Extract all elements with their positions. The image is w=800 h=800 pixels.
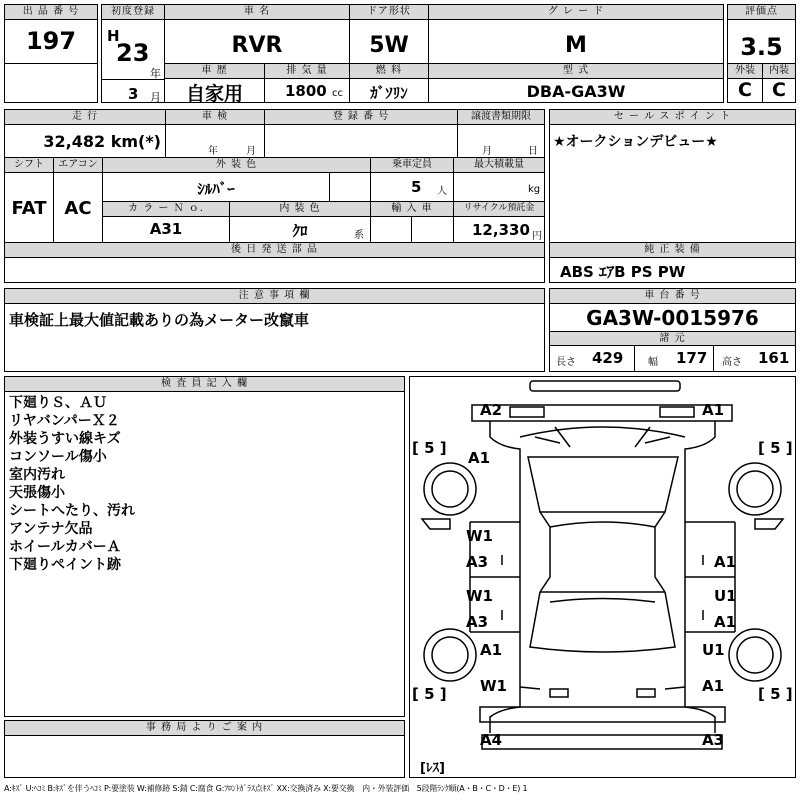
exterior-grade-box (727, 63, 763, 103)
recycle-fee-header: リサイクル預託金 (454, 202, 544, 217)
inspector-note-4: コンソール傷小 (9, 449, 107, 465)
mileage-header: 走 行 (5, 110, 165, 125)
length-label: 長さ (556, 357, 576, 368)
genuine-equipment-box (549, 242, 796, 283)
registration-year-unit: 年 (150, 67, 161, 80)
recycle-fee-box (453, 201, 545, 243)
inspector-note-8: アンテナ欠品 (9, 521, 93, 537)
inspector-note-7: シートへたり、汚れ (9, 503, 135, 519)
car-name-value: RVR (231, 33, 283, 58)
import-header: 輸 入 車 (371, 202, 453, 217)
inspection-box (165, 109, 265, 158)
mark-front-door-left-2: A3 (466, 553, 489, 571)
registration-year: 23 (116, 39, 150, 67)
exterior-grade-value: C (738, 79, 752, 101)
transfer-day-unit: 日 (528, 146, 538, 157)
car-diagram-box (409, 376, 796, 778)
color-no-value: A31 (149, 220, 183, 238)
mark-rear-left: A4 (480, 731, 503, 749)
caution-box (4, 288, 545, 372)
history-box (164, 63, 265, 103)
capacity-box (370, 157, 454, 202)
history-value: 自家用 (185, 83, 243, 105)
mark-rear-door-left-1: W1 (466, 587, 493, 605)
grade-header: グ レ ー ド (429, 5, 723, 20)
interior-color-value: ｸﾛ (292, 222, 308, 240)
shift-box (4, 157, 54, 243)
interior-grade-box (762, 63, 796, 103)
lot-number-header: 出 品 番 号 (5, 5, 97, 20)
registration-number-header: 登 録 番 号 (265, 110, 457, 125)
fuel-value: ｶﾞｿﾘﾝ (370, 84, 408, 102)
spare-tire-mark: [ﾚｽ] (420, 761, 445, 776)
grade-value: M (565, 33, 587, 58)
dimensions-header: 諸 元 (550, 331, 795, 346)
later-parts-box (4, 242, 545, 283)
capacity-unit: 人 (437, 186, 447, 197)
fuel-box (349, 63, 429, 103)
inspector-note-1: 下廻りＳ、ＡＵ (9, 395, 107, 411)
mark-rear-door-right-1: U1 (714, 587, 737, 605)
displacement-header: 排 気 量 (265, 64, 349, 79)
lot-number-box (4, 4, 98, 64)
tire-rear-left: [ 5 ] (412, 685, 447, 703)
rating-box (727, 4, 796, 64)
exterior-color-value: ｼﾙﾊﾞｰ (197, 180, 235, 198)
interior-color-unit: 系 (354, 230, 364, 241)
exterior-grade-header: 外装 (728, 64, 762, 79)
registration-month-unit: 月 (150, 91, 161, 104)
office-notes-box (4, 720, 405, 778)
length-value: 429 (592, 349, 624, 367)
mark-rear-door-left-2: A3 (466, 613, 489, 631)
capacity-header: 乗車定員 (371, 158, 453, 173)
lot-number-value: 197 (25, 27, 77, 55)
mark-rear-door-right-2: A1 (714, 613, 737, 631)
mark-front-left: A2 (480, 401, 503, 419)
history-header: 車 歴 (165, 64, 264, 79)
mark-rear-fender-right: U1 (702, 641, 725, 659)
interior-grade-header: 内装 (763, 64, 795, 79)
chassis-box (549, 288, 796, 372)
inspector-note-10: 下廻りペイント跡 (9, 557, 121, 573)
inspector-note-9: ホイールカバーＡ (9, 539, 121, 555)
tire-front-right: [ 5 ] (758, 439, 793, 457)
aircon-box (53, 157, 103, 243)
rating-value: 3.5 (740, 33, 783, 61)
car-name-box (164, 4, 350, 64)
height-label: 高さ (722, 357, 742, 368)
chassis-header: 車 台 番 号 (550, 289, 795, 304)
width-value: 177 (676, 349, 708, 367)
max-load-box (453, 157, 545, 202)
lot-number-lower (4, 63, 98, 103)
exterior-color-box (102, 157, 371, 202)
door-type-header: ドア形状 (350, 5, 428, 20)
model-code-header: 型 式 (429, 64, 723, 79)
car-diagram (410, 377, 795, 777)
sales-point-text: ★オークションデビュー★ (553, 134, 718, 150)
registration-month: 3 (128, 85, 139, 103)
mark-front-door-left-1: W1 (466, 527, 493, 545)
fuel-header: 燃 料 (350, 64, 428, 79)
aircon-value: AC (64, 198, 92, 219)
height-value: 161 (758, 349, 790, 367)
rating-header: 評価点 (728, 5, 795, 20)
aircon-header: エアコン (54, 158, 102, 173)
mark-rear-quarter-right: A1 (702, 677, 725, 695)
first-registration-box (101, 4, 165, 103)
inspector-notes-header: 検 査 員 記 入 欄 (5, 377, 404, 392)
later-parts-header: 後 日 発 送 部 品 (5, 243, 544, 258)
tire-rear-right: [ 5 ] (758, 685, 793, 703)
mileage-box (4, 109, 166, 158)
interior-grade-value: C (772, 79, 786, 101)
color-no-box (102, 201, 230, 243)
model-code-value: DBA-GA3W (526, 82, 626, 101)
mark-front-door-right: A1 (714, 553, 737, 571)
max-load-unit: kg (528, 184, 541, 195)
mark-front-right: A1 (702, 401, 725, 419)
inspector-note-6: 天張傷小 (9, 485, 65, 501)
office-notes-header: 事 務 局 よ り ご 案 内 (5, 721, 404, 736)
import-box (370, 201, 454, 243)
exterior-color-header: 外 装 色 (103, 158, 370, 173)
genuine-equipment-header: 純 正 装 備 (550, 243, 795, 258)
inspector-note-2: リヤバンパーＸ２ (9, 413, 120, 429)
recycle-fee-value: 12,330 (472, 221, 530, 239)
registration-number-box (264, 109, 458, 158)
registration-era: H (107, 27, 120, 45)
grade-box (428, 4, 724, 64)
mark-hood-left: A1 (468, 449, 491, 467)
displacement-box (264, 63, 350, 103)
inspection-header: 車 検 (166, 110, 264, 125)
mileage-value: 32,482 km(*) (43, 132, 161, 151)
sales-point-header: セ ー ル ス ポ イ ン ト (550, 110, 795, 125)
recycle-fee-unit: 円 (532, 231, 542, 242)
sales-point-box (549, 109, 796, 243)
caution-text: 車検証上最大値記載ありの為メーター改竄車 (9, 311, 310, 329)
interior-color-header: 内 装 色 (230, 202, 370, 217)
interior-color-box (229, 201, 371, 243)
inspector-notes-box (4, 376, 405, 717)
inspector-note-3: 外装うすい線キズ (9, 431, 121, 447)
chassis-number-value: GA3W-0015976 (586, 306, 759, 330)
transfer-deadline-box (457, 109, 545, 158)
shift-header: シフト (5, 158, 53, 173)
inspector-note-5: 室内汚れ (9, 467, 65, 483)
max-load-header: 最大積載量 (454, 158, 544, 173)
transfer-deadline-header: 譲渡書類期限 (458, 110, 544, 125)
mark-rear-quarter-left: W1 (480, 677, 507, 695)
width-label: 幅 (648, 357, 658, 368)
displacement-value: 1800 (285, 82, 327, 100)
door-type-value: 5W (369, 33, 409, 58)
genuine-equipment-value: ABS ｴｱB PS PW (560, 263, 686, 281)
inspection-year-unit: 年 (208, 146, 218, 157)
door-type-box (349, 4, 429, 64)
transfer-month-unit: 月 (482, 146, 492, 157)
inspection-month-unit: 月 (246, 146, 256, 157)
car-name-header: 車 名 (165, 5, 349, 20)
color-no-header: カ ラ ー Ｎ ｏ. (103, 202, 229, 217)
capacity-value: 5 (411, 178, 422, 196)
caution-header: 注 意 事 項 欄 (5, 289, 544, 304)
shift-value: FAT (11, 198, 47, 219)
mark-rear-fender-left: A1 (480, 641, 503, 659)
mark-rear-right: A3 (702, 731, 725, 749)
first-registration-header: 初度登録 (102, 5, 164, 20)
displacement-unit: cc (332, 88, 343, 99)
model-code-box (428, 63, 724, 103)
tire-front-left: [ 5 ] (412, 439, 447, 457)
legend-text: A:ｷｽﾞ U:ﾍｺﾐ B:ｷｽﾞを伴うﾍｺﾐ P:要塗装 W:補修跡 S:錆 C:腐食 G:ﾌﾛﾝﾄｶﾞﾗｽ点ｷｽﾞ XX:交換済み X:要交換 内・外装評価 5段階ﾗﾝｸ順(A・B・C・D・E) 1 (4, 784, 528, 793)
